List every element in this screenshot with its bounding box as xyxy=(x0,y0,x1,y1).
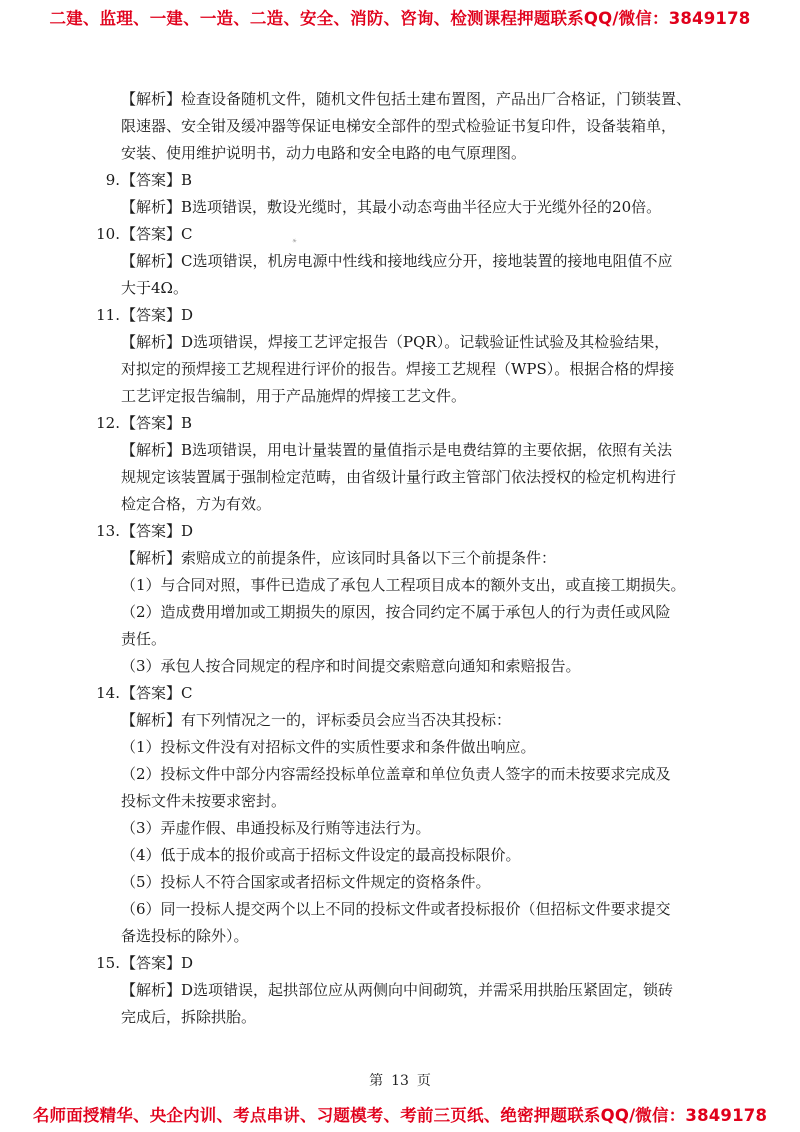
explanation-line: 【解析】D选项错误，焊接工艺评定报告（PQR）。记载验证性试验及其检验结果， xyxy=(121,333,670,351)
answer-line xyxy=(78,518,728,545)
explanation-line: 检定合格，方为有效。 xyxy=(121,495,272,513)
answer-explanations xyxy=(78,86,728,1031)
explanation-subpoint: （2）造成费用增加或工期损失的原因，按合同约定不属于承包人的行为责任或风险 xyxy=(121,603,671,621)
question-number: 14. xyxy=(96,684,120,702)
explanation-line: 规规定该装置属于强制检定范畴，由省级计量行政主管部门依法授权的检定机构进行 xyxy=(121,468,677,486)
intro-line: 限速器、安全钳及缓冲器等保证电梯安全部件的型式检验证书复印件，设备装箱单， xyxy=(121,117,677,135)
intro-line: 【解析】检查设备随机文件，随机文件包括土建布置图，产品出厂合格证，门锁装置、 xyxy=(121,90,692,108)
explanation-line: 【解析】C选项错误，机房电源中性线和接地线应分开，接地装置的接地电阻值不应 xyxy=(121,252,673,270)
explanation-subpoint: （5）投标人不符合国家或者招标文件规定的资格条件。 xyxy=(121,873,491,891)
answer-item xyxy=(78,410,728,518)
answer-label: 【答案】C xyxy=(121,684,193,702)
explanation-line: 对拟定的预焊接工艺规程进行评价的报告。焊接工艺规程（WPS）。根据合格的焊接 xyxy=(121,360,675,378)
answer-label: 【答案】D xyxy=(121,306,194,324)
explanation-line: 完成后，拆除拱胎。 xyxy=(121,1008,257,1026)
answer-line xyxy=(78,167,728,194)
explanation-line: 大于4Ω。 xyxy=(121,279,188,297)
question-number: 12. xyxy=(96,414,120,432)
answer-item xyxy=(78,167,728,221)
explanation-line: 【解析】索赔成立的前提条件，应该同时具备以下三个前提条件： xyxy=(121,549,557,567)
question-number: 13. xyxy=(96,522,120,540)
answer-line xyxy=(78,410,728,437)
explanation-line: 【解析】B选项错误，敷设光缆时，其最小动态弯曲半径应大于光缆外径的20倍。 xyxy=(121,198,662,216)
intro-line: 安装、使用维护说明书，动力电路和安全电路的电气原理图。 xyxy=(121,144,527,162)
answer-item xyxy=(78,302,728,410)
answer-line xyxy=(78,950,728,977)
explanation-subpoint: （1）投标文件没有对招标文件的实质性要求和条件做出响应。 xyxy=(121,738,536,756)
page-number xyxy=(0,1070,800,1090)
answer-label: 【答案】D xyxy=(121,954,194,972)
explanation-subpoint: （1）与合同对照，事件已造成了承包人工程项目成本的额外支出，或直接工期损失。 xyxy=(121,576,686,594)
question-number: 11. xyxy=(96,306,120,324)
explanation-line: 【解析】D选项错误，起拱部位应从两侧向中间砌筑，并需采用拱胎压紧固定，锁砖 xyxy=(121,981,674,999)
answer-line xyxy=(78,221,728,248)
answer-label: 【答案】B xyxy=(121,414,193,432)
answer-item xyxy=(78,680,728,950)
page-value: 13 xyxy=(391,1073,409,1089)
question-number: 15. xyxy=(96,954,120,972)
explanation-line: 工艺评定报告编制，用于产品施焊的焊接工艺文件。 xyxy=(121,387,467,405)
answer-item xyxy=(78,221,728,302)
question-number: 9. xyxy=(105,171,120,189)
page-prefix: 第 xyxy=(369,1073,384,1089)
question-number: 10. xyxy=(96,225,120,243)
answer-label: 【答案】B xyxy=(121,171,193,189)
explanation-subpoint: （3）弄虚作假、串通投标及行贿等违法行为。 xyxy=(121,819,431,837)
answer-line xyxy=(78,680,728,707)
top-promo-banner: 二建、监理、一建、一造、二造、安全、消防、咨询、检测课程押题联系QQ/微信：3849178 xyxy=(49,9,751,28)
explanation-subpoint: （3）承包人按合同规定的程序和时间提交索赔意向通知和索赔报告。 xyxy=(121,657,581,675)
explanation-line: 责任。 xyxy=(121,630,167,648)
answer-line xyxy=(78,302,728,329)
watermark: ✶ xyxy=(290,236,300,246)
answer-label: 【答案】D xyxy=(121,522,194,540)
answer-items xyxy=(78,167,728,1031)
explanation-subpoint: （2）投标文件中部分内容需经投标单位盖章和单位负责人签字的而未按要求完成及 xyxy=(121,765,671,783)
explanation-subpoint: （6）同一投标人提交两个以上不同的投标文件或者投标报价（但招标文件要求提交 xyxy=(121,900,671,918)
answer-item xyxy=(78,950,728,1031)
explanation-subpoint: （4）低于成本的报价或高于招标文件设定的最高投标限价。 xyxy=(121,846,521,864)
answer-label: 【答案】C xyxy=(121,225,193,243)
page-suffix: 页 xyxy=(416,1073,431,1089)
explanation-line: 投标文件未按要求密封。 xyxy=(121,792,287,810)
answer-item xyxy=(78,518,728,680)
explanation-line: 【解析】B选项错误，用电计量装置的量值指示是电费结算的主要依据，依照有关法 xyxy=(121,441,673,459)
explanation-line: 备选投标的除外）。 xyxy=(121,927,249,945)
intro-block xyxy=(78,86,728,167)
explanation-line: 【解析】有下列情况之一的，评标委员会应当否决其投标： xyxy=(121,711,512,729)
bottom-promo-banner: 名师面授精华、央企内训、考点串讲、习题模考、考前三页纸、绝密押题联系QQ/微信：3849178 xyxy=(32,1106,768,1125)
